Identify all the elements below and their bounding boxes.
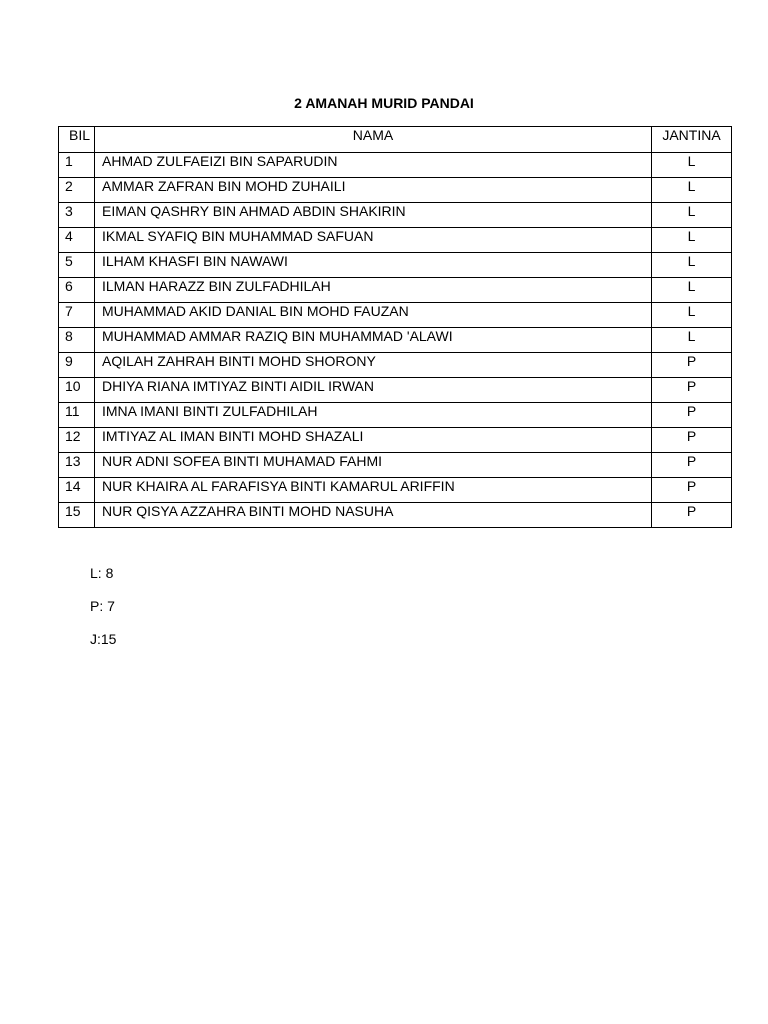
cell-bil: 12 (59, 428, 95, 453)
cell-bil: 4 (59, 228, 95, 253)
table-row (59, 153, 732, 178)
cell-jantina: P (652, 428, 732, 453)
table-row (59, 503, 732, 528)
table-header-row (59, 127, 732, 153)
cell-nama: MUHAMMAD AKID DANIAL BIN MOHD FAUZAN (95, 303, 652, 328)
table-row (59, 353, 732, 378)
cell-nama: ILHAM KHASFI BIN NAWAWI (95, 253, 652, 278)
cell-jantina: P (652, 403, 732, 428)
summary-perempuan: P: 7 (90, 598, 115, 614)
cell-bil: 13 (59, 453, 95, 478)
table-row (59, 278, 732, 303)
table-row (59, 303, 732, 328)
cell-bil: 15 (59, 503, 95, 528)
cell-nama: DHIYA RIANA IMTIYAZ BINTI AIDIL IRWAN (95, 378, 652, 403)
cell-nama: NUR KHAIRA AL FARAFISYA BINTI KAMARUL ARIFFIN (95, 478, 652, 503)
header-bil: BIL (59, 127, 95, 153)
table-row (59, 428, 732, 453)
cell-jantina: P (652, 503, 732, 528)
cell-bil: 9 (59, 353, 95, 378)
document-title: 2 AMANAH MURID PANDAI (294, 95, 474, 111)
cell-jantina: L (652, 153, 732, 178)
cell-jantina: L (652, 328, 732, 353)
cell-bil: 10 (59, 378, 95, 403)
cell-nama: IMTIYAZ AL IMAN BINTI MOHD SHAZALI (95, 428, 652, 453)
table-row (59, 253, 732, 278)
table-row (59, 378, 732, 403)
table-row (59, 403, 732, 428)
table-row (59, 478, 732, 503)
table-row (59, 228, 732, 253)
header-nama: NAMA (95, 127, 652, 153)
cell-jantina: L (652, 253, 732, 278)
cell-jantina: L (652, 178, 732, 203)
table-row (59, 178, 732, 203)
cell-jantina: P (652, 353, 732, 378)
cell-jantina: L (652, 203, 732, 228)
cell-nama: AQILAH ZAHRAH BINTI MOHD SHORONY (95, 353, 652, 378)
cell-nama: EIMAN QASHRY BIN AHMAD ABDIN SHAKIRIN (95, 203, 652, 228)
table-body (59, 153, 732, 528)
summary-lelaki: L: 8 (90, 565, 114, 581)
summary-jumlah: J:15 (90, 631, 117, 647)
cell-bil: 7 (59, 303, 95, 328)
cell-nama: ILMAN HARAZZ BIN ZULFADHILAH (95, 278, 652, 303)
cell-jantina: L (652, 303, 732, 328)
cell-nama: NUR ADNI SOFEA BINTI MUHAMAD FAHMI (95, 453, 652, 478)
cell-jantina: L (652, 228, 732, 253)
cell-bil: 2 (59, 178, 95, 203)
cell-nama: NUR QISYA AZZAHRA BINTI MOHD NASUHA (95, 503, 652, 528)
cell-nama: AMMAR ZAFRAN BIN MOHD ZUHAILI (95, 178, 652, 203)
cell-bil: 14 (59, 478, 95, 503)
table-row (59, 203, 732, 228)
cell-bil: 11 (59, 403, 95, 428)
student-table (58, 126, 732, 528)
table-row (59, 328, 732, 353)
cell-nama: IKMAL SYAFIQ BIN MUHAMMAD SAFUAN (95, 228, 652, 253)
cell-jantina: P (652, 453, 732, 478)
cell-bil: 5 (59, 253, 95, 278)
cell-nama: IMNA IMANI BINTI ZULFADHILAH (95, 403, 652, 428)
cell-bil: 1 (59, 153, 95, 178)
header-jantina: JANTINA (652, 127, 732, 153)
cell-jantina: L (652, 278, 732, 303)
cell-bil: 6 (59, 278, 95, 303)
cell-bil: 8 (59, 328, 95, 353)
cell-jantina: P (652, 478, 732, 503)
cell-nama: MUHAMMAD AMMAR RAZIQ BIN MUHAMMAD 'ALAWI (95, 328, 652, 353)
cell-nama: AHMAD ZULFAEIZI BIN SAPARUDIN (95, 153, 652, 178)
cell-bil: 3 (59, 203, 95, 228)
cell-jantina: P (652, 378, 732, 403)
table-row (59, 453, 732, 478)
